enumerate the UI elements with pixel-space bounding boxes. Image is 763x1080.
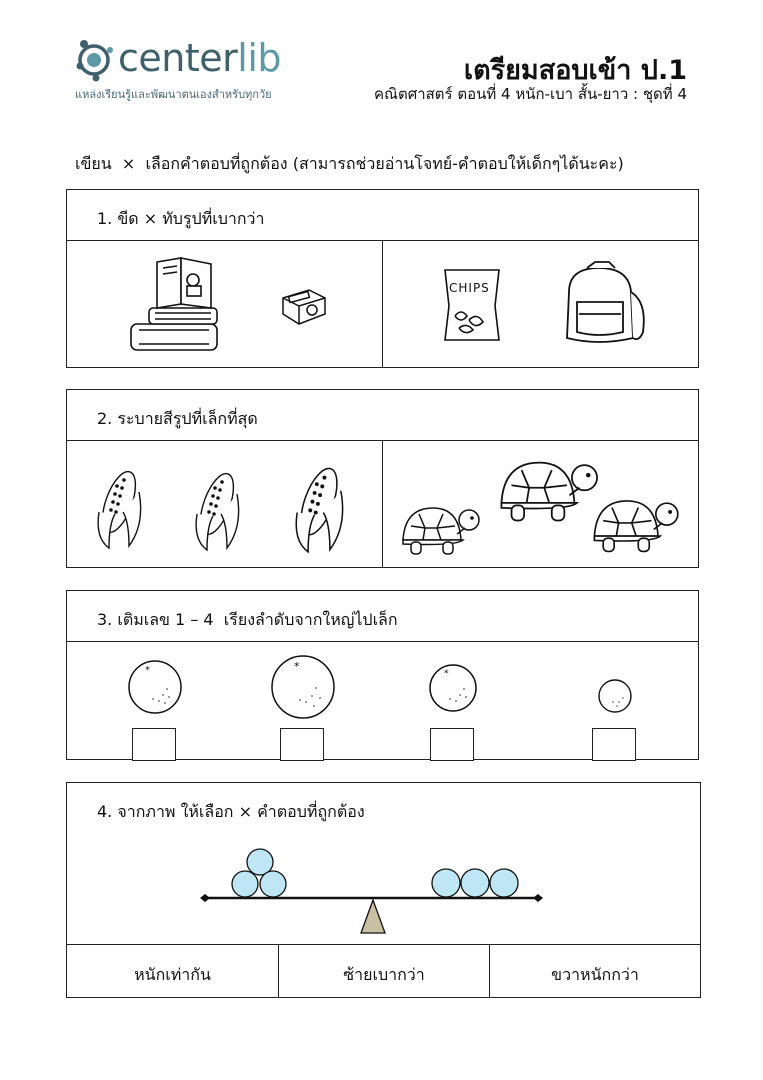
question-2-separator: [382, 440, 383, 567]
ball-left-2: [260, 871, 286, 897]
scale-fulcrum: [361, 900, 385, 933]
corn-image-1[interactable]: [89, 462, 149, 550]
chips-label: CHIPS: [449, 281, 490, 295]
question-2-box: [66, 389, 699, 568]
page-subtitle: คณิตศาสตร์ ตอนที่ 4 หนัก-เบา สั้น-ยาว : ชุดที่ 4: [374, 85, 687, 103]
logo-text: [118, 36, 281, 80]
question-3-divider: [67, 641, 698, 642]
logo-tagline: แหล่งเรียนรู้และพัฒนาตนเองสำหรับทุกวัย: [75, 88, 272, 101]
corn-image-2[interactable]: [187, 464, 247, 552]
scale-beam-end-left: [200, 894, 210, 902]
svg-text:*: *: [444, 669, 449, 679]
answer-box-2[interactable]: [280, 728, 324, 761]
logo-text-main: center: [118, 36, 238, 80]
chips-bag-image[interactable]: [441, 266, 503, 344]
scale-beam-end-right: [533, 894, 543, 902]
ball-right-1: [432, 869, 460, 897]
corn-icon: [89, 462, 149, 550]
answer-box-4[interactable]: [592, 728, 636, 761]
logo-text-accent: lib: [237, 36, 282, 80]
page-title: เตรียมสอบเข้า ป.1: [463, 55, 687, 86]
turtle-medium-image[interactable]: [587, 490, 683, 558]
balance-scale: [199, 845, 549, 940]
question-3-box: [66, 590, 699, 760]
orange-image-4: [597, 678, 633, 714]
instruction-text: เขียน × เลือกคำตอบที่ถูกต้อง (สามารถช่วยอ่านโจทย์-คำตอบให้เด็กๆได้นะคะ): [75, 154, 624, 173]
question-1-separator: [382, 240, 383, 367]
backpack-icon: [559, 262, 651, 348]
corn-icon: [187, 464, 247, 552]
chips-bag-icon: [441, 266, 503, 344]
ball-left-1: [232, 871, 258, 897]
balance-scale-icon: [199, 845, 549, 940]
orange-icon: [270, 654, 336, 720]
question-3-label: 3. เติมเลข 1 – 4 เรียงลำดับจากใหญ่ไปเล็ก: [97, 610, 398, 629]
backpack-image[interactable]: [559, 262, 651, 348]
choice-left-lighter[interactable]: ซ้ายเบากว่า: [343, 965, 425, 984]
question-4-label: 4. จากภาพ ให้เลือก × คำตอบที่ถูกต้อง: [97, 802, 365, 821]
logo-icon: [72, 36, 120, 84]
question-2-label: 2. ระบายสีรูปที่เล็กที่สุด: [97, 409, 258, 428]
question-1-label: 1. ขีด × ทับรูปที่เบากว่า: [97, 209, 265, 228]
logo: [72, 36, 120, 84]
orange-icon: [428, 663, 478, 713]
ball-right-3: [490, 869, 518, 897]
orange-image-2: [270, 654, 336, 720]
answer-box-1[interactable]: [132, 728, 176, 761]
books-stack-icon: [127, 256, 222, 356]
choice-right-heavier[interactable]: ขวาหนักกว่า: [551, 965, 639, 984]
orange-image-3: [428, 663, 478, 713]
svg-text:*: *: [145, 665, 150, 676]
turtle-icon: [397, 498, 483, 560]
turtle-small-image[interactable]: [397, 498, 483, 560]
question-4-box: [66, 782, 701, 998]
choice-equal-weight[interactable]: หนักเท่ากัน: [134, 965, 211, 984]
svg-text:*: *: [294, 660, 300, 673]
orange-icon: [597, 678, 633, 714]
books-stack-image[interactable]: [127, 256, 222, 356]
orange-icon: [127, 659, 183, 715]
answer-box-3[interactable]: [430, 728, 474, 761]
pencil-sharpener-icon: [279, 284, 329, 328]
turtle-icon: [587, 490, 683, 558]
pencil-sharpener-image[interactable]: [279, 284, 329, 328]
question-1-box: [66, 189, 699, 368]
ball-right-2: [461, 869, 489, 897]
question-4-divider: [67, 944, 700, 945]
orange-image-1: [127, 659, 183, 715]
corn-icon: [285, 458, 353, 554]
corn-image-3[interactable]: [285, 458, 353, 554]
